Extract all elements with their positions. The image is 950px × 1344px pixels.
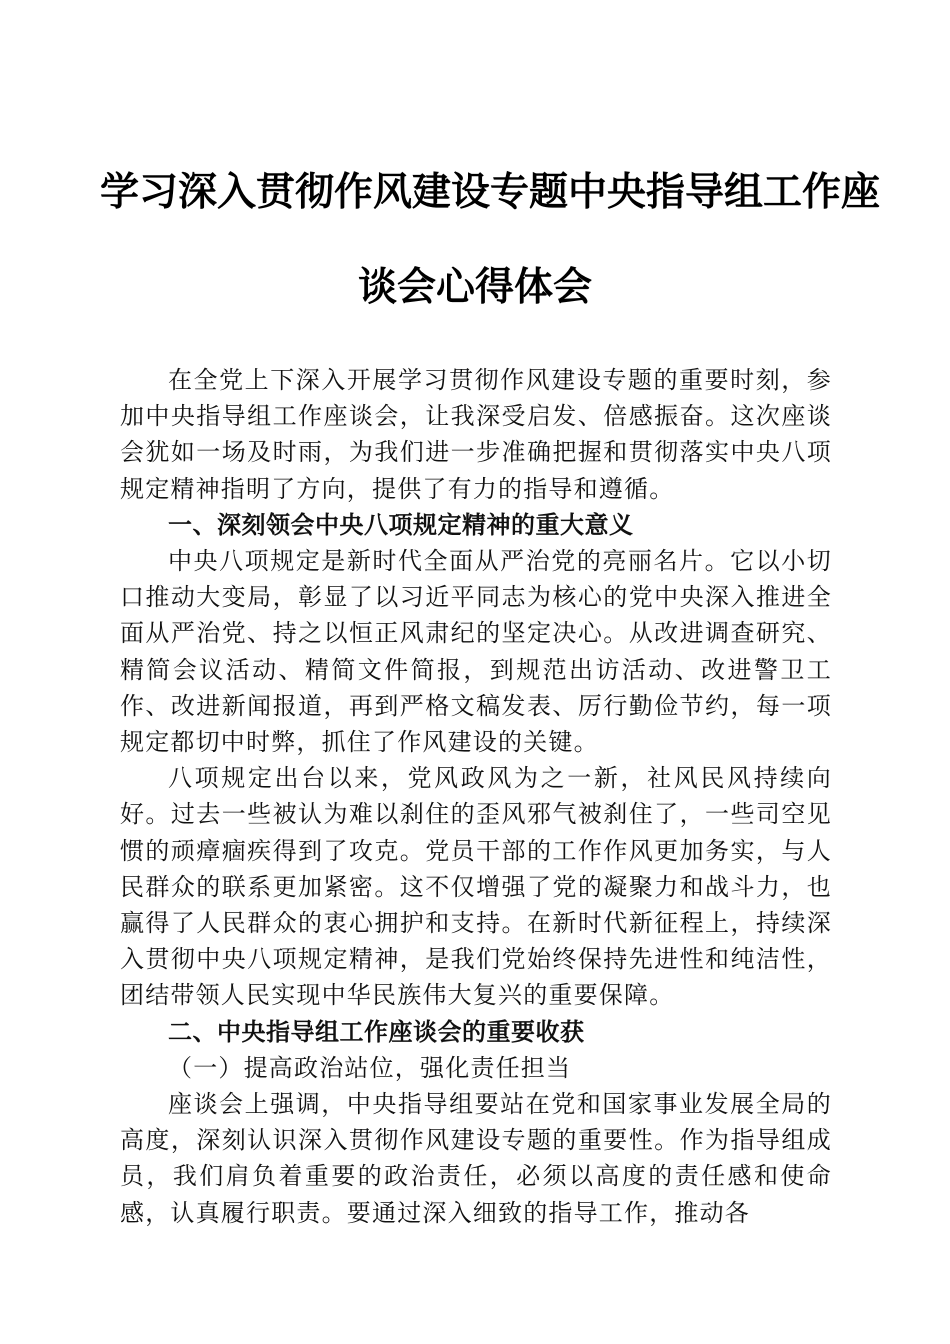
- body-paragraph: 座谈会上强调，中央指导组要站在党和国家事业发展全局的高度，深刻认识深入贯彻作风建设专题的重要性。作为指导组成员，我们肩负着重要的政治责任，必须以高度的责任感和使命感，认真履行职责。要通过深入细致的指导工作，推动各: [120, 1090, 832, 1227]
- body-paragraph: 中央八项规定是新时代全面从严治党的亮丽名片。它以小切口推动大变局，彰显了以习近平同志为核心的党中央深入推进全面从严治党、持之以恒正风肃纪的坚定决心。从改进调查研究、精简会议活动、精简文件简报，到规范出访活动、改进警卫工作、改进新闻报道，再到严格文稿发表、厉行勤俭节约，每一项规定都切中时弊，抓住了作风建设的关键。: [120, 547, 832, 757]
- body-paragraph: 八项规定出台以来，党风政风为之一新，社风民风持续向好。过去一些被认为难以刹住的歪风邪气被刹住了，一些司空见惯的顽瘴痼疾得到了攻克。党员干部的工作作风更加务实，与人民群众的联系更加紧密。这不仅增强了党的凝聚力和战斗力，也赢得了人民群众的衷心拥护和支持。在新时代新征程上，持续深入贯彻中央八项规定精神，是我们党始终保持先进性和纯洁性，团结带领人民实现中华民族伟大复兴的重要保障。: [120, 764, 832, 1010]
- document-body: [120, 362, 832, 1231]
- document-title-line-2: 谈会心得体会: [357, 264, 592, 310]
- intro-paragraph: 在全党上下深入开展学习贯彻作风建设专题的重要时刻，参加中央指导组工作座谈会，让我深受启发、倍感振奋。这次座谈会犹如一场及时雨，为我们进一步准确把握和贯彻落实中央八项规定精神指明了方向，提供了有力的指导和遵循。: [120, 366, 832, 503]
- section-heading-1: 一、深刻领会中央八项规定精神的重大意义: [168, 510, 634, 539]
- subsection-heading-1: （一）提高政治站位，强化责任担当: [168, 1053, 572, 1082]
- document-title-line-1: 学习深入贯彻作风建设专题中央指导组工作座: [100, 169, 881, 215]
- section-heading-2: 二、中央指导组工作座谈会的重要收获: [168, 1017, 585, 1046]
